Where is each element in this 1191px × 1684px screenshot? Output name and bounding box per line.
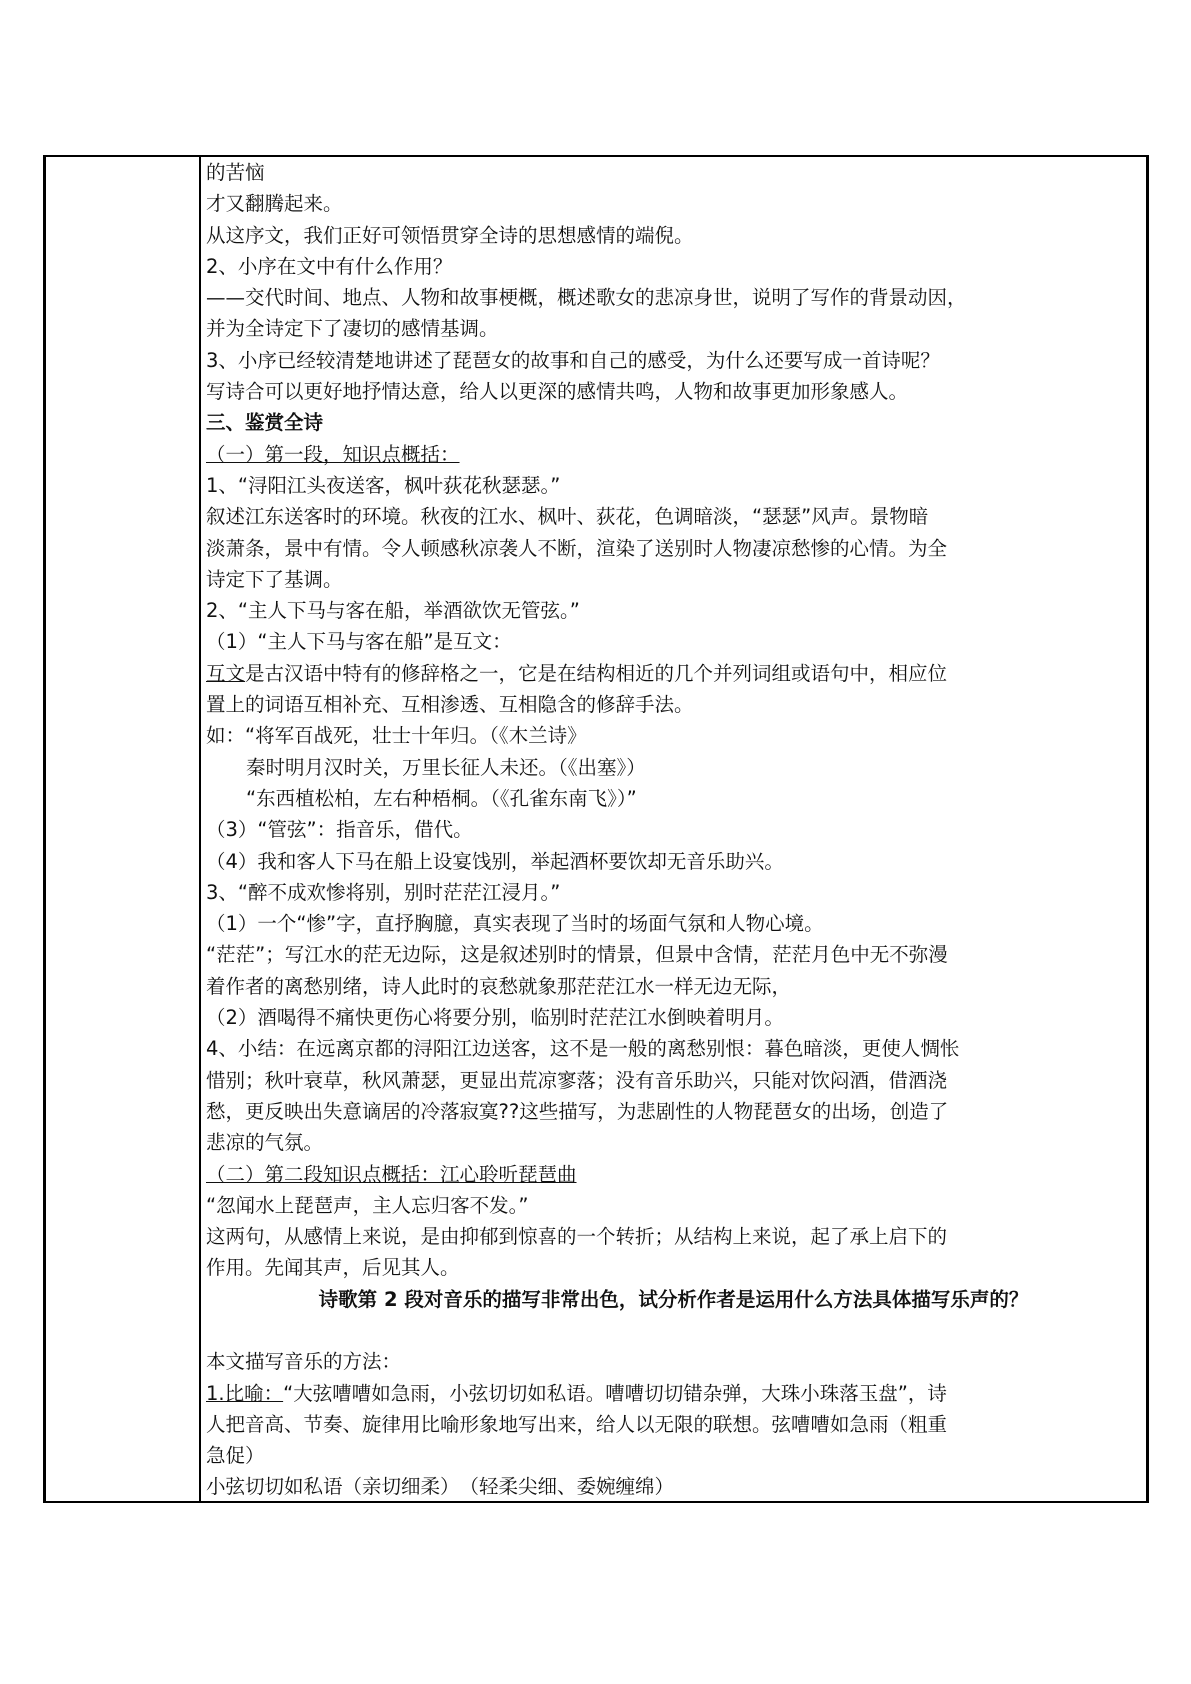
text-line: 这两句，从感情上来说，是由抑郁到惊喜的一个转折；从结构上来说，起了承上启下的 — [206, 1225, 948, 1249]
text-line: 2、“主人下马与客在船，举酒欲饮无管弦。” — [206, 599, 580, 623]
subsection-heading-2 — [206, 1159, 1141, 1190]
subsection-title-2: （二）第二段知识点概括：江心聆听琵琶曲 — [206, 1162, 577, 1186]
text-line: 着作者的离愁别绪，诗人此时的哀愁就象那茫茫江水一样无边无际， — [206, 974, 792, 998]
section-heading: 三、鉴赏全诗 — [206, 411, 324, 435]
text-line: 愁，更反映出失意谪居的冷落寂寞??这些描写，为悲剧性的人物琵琶女的出场，创造了 — [206, 1099, 949, 1123]
text-line: （4）我和客人下马在船上设宴饯别，举起酒杯要饮却无音乐助兴。 — [206, 849, 784, 873]
text-line: 并为全诗定下了凄切的感情基调。 — [206, 317, 499, 341]
document-table — [43, 155, 1149, 1503]
bold-question: 诗歌第 2 段对音乐的描写非常出色，试分析作者是运用什么方法具体描写乐声的？ — [318, 1287, 1029, 1311]
text-line: 从这序文，我们正好可领悟贯穿全诗的思想感情的端倪。 — [206, 223, 694, 247]
text-line: 如：“将军百战死，壮士十年归。（《木兰诗》 — [206, 724, 587, 748]
term-huwen: 互文 — [206, 661, 246, 685]
text-line: 叙述江东送客时的环境。秋夜的江水、枫叶、荻花，色调暗淡，“瑟瑟”风声。景物暗 — [206, 505, 929, 529]
subsection-heading-1 — [206, 439, 1141, 470]
text-line: 作用。先闻其声，后见其人。 — [206, 1256, 460, 1280]
subsection-title-1: （一）第一段，知识点概括： — [206, 442, 460, 466]
text-line: 本文描写音乐的方法： — [206, 1350, 402, 1374]
text-line: 秦时明月汉时关，万里长征人未还。（《出塞》） — [246, 755, 646, 779]
blank-line — [206, 1315, 1141, 1346]
text-line: ——交代时间、地点、人物和故事梗概，概述歌女的悲凉身世，说明了写作的背景动因， — [206, 286, 967, 310]
column-divider — [199, 155, 201, 1503]
text-line: 小弦切切如私语（亲切细柔） （轻柔尖细、委婉缠绵） — [206, 1475, 675, 1499]
text-line: 急促） — [206, 1444, 265, 1468]
text-line: 4、小结：在远离京都的浔阳江边送客，这不是一般的离愁别恨：暮色暗淡，更使人惆怅 — [206, 1037, 960, 1061]
text-line: 淡萧条，景中有情。令人顿感秋凉袭人不断，渲染了送别时人物凄凉愁惨的心情。为全 — [206, 536, 948, 560]
text-line: 1、“浔阳江头夜送客，枫叶荻花秋瑟瑟。” — [206, 473, 561, 497]
text-line: （3）“管弦”：指音乐，借代。 — [206, 818, 473, 842]
text-line: “忽闻水上琵琶声，主人忘归客不发。” — [206, 1193, 529, 1217]
text-line — [206, 1378, 1141, 1409]
text-line: （1）“主人下马与客在船”是互文： — [206, 630, 512, 654]
question-2: 2、小序在文中有什么作用？ — [206, 254, 453, 278]
text-line: 人把音高、节奏、旋律用比喻形象地写出来，给人以无限的联想。弦嘈嘈如急雨（粗重 — [206, 1412, 948, 1436]
text-line: 悲凉的气氛。 — [206, 1131, 324, 1155]
text-line: 写诗合可以更好地抒情达意，给人以更深的感情共鸣，人物和故事更加形象感人。 — [206, 380, 909, 404]
text-line: “东西植松柏，左右种梧桐。（《孔雀东南飞》）” — [246, 786, 637, 810]
text-line: 诗定下了基调。 — [206, 567, 343, 591]
method-label: 1.比喻： — [206, 1381, 284, 1405]
text-line: （2）酒喝得不痛快更伤心将要分别，临别时茫茫江水倒映着明月。 — [206, 1006, 784, 1030]
text-line: 置上的词语互相补充、互相渗透、互相隐含的修辞手法。 — [206, 693, 694, 717]
text-line: 的苦恼 — [206, 161, 265, 184]
text-line: 才又翻腾起来。 — [206, 192, 343, 216]
method-text: “大弦嘈嘈如急雨，小弦切切如私语。嘈嘈切切错杂弹，大珠小珠落玉盘”，诗 — [283, 1381, 947, 1405]
text-line: 3、“醉不成欢惨将别，别时茫茫江浸月。” — [206, 880, 561, 904]
text-cell — [206, 157, 1141, 1503]
text-line — [206, 658, 1141, 689]
text-line: “茫茫”；写江水的茫无边际，这是叙述别时的情景，但景中含情，茫茫月色中无不弥漫 — [206, 943, 948, 967]
text-line: 惜别；秋叶衰草，秋风萧瑟，更显出荒凉寥落；没有音乐助兴，只能对饮闷酒，借酒浇 — [206, 1068, 948, 1092]
term-definition: 是古汉语中特有的修辞格之一，它是在结构相近的几个并列词组或语句中，相应位 — [245, 661, 948, 685]
question-3: 3、小序已经较清楚地讲述了琵琶女的故事和自己的感受，为什么还要写成一首诗呢？ — [206, 348, 940, 372]
text-line: （1）一个“惨”字，直抒胸臆，真实表现了当时的场面气氛和人物心境。 — [206, 912, 824, 936]
